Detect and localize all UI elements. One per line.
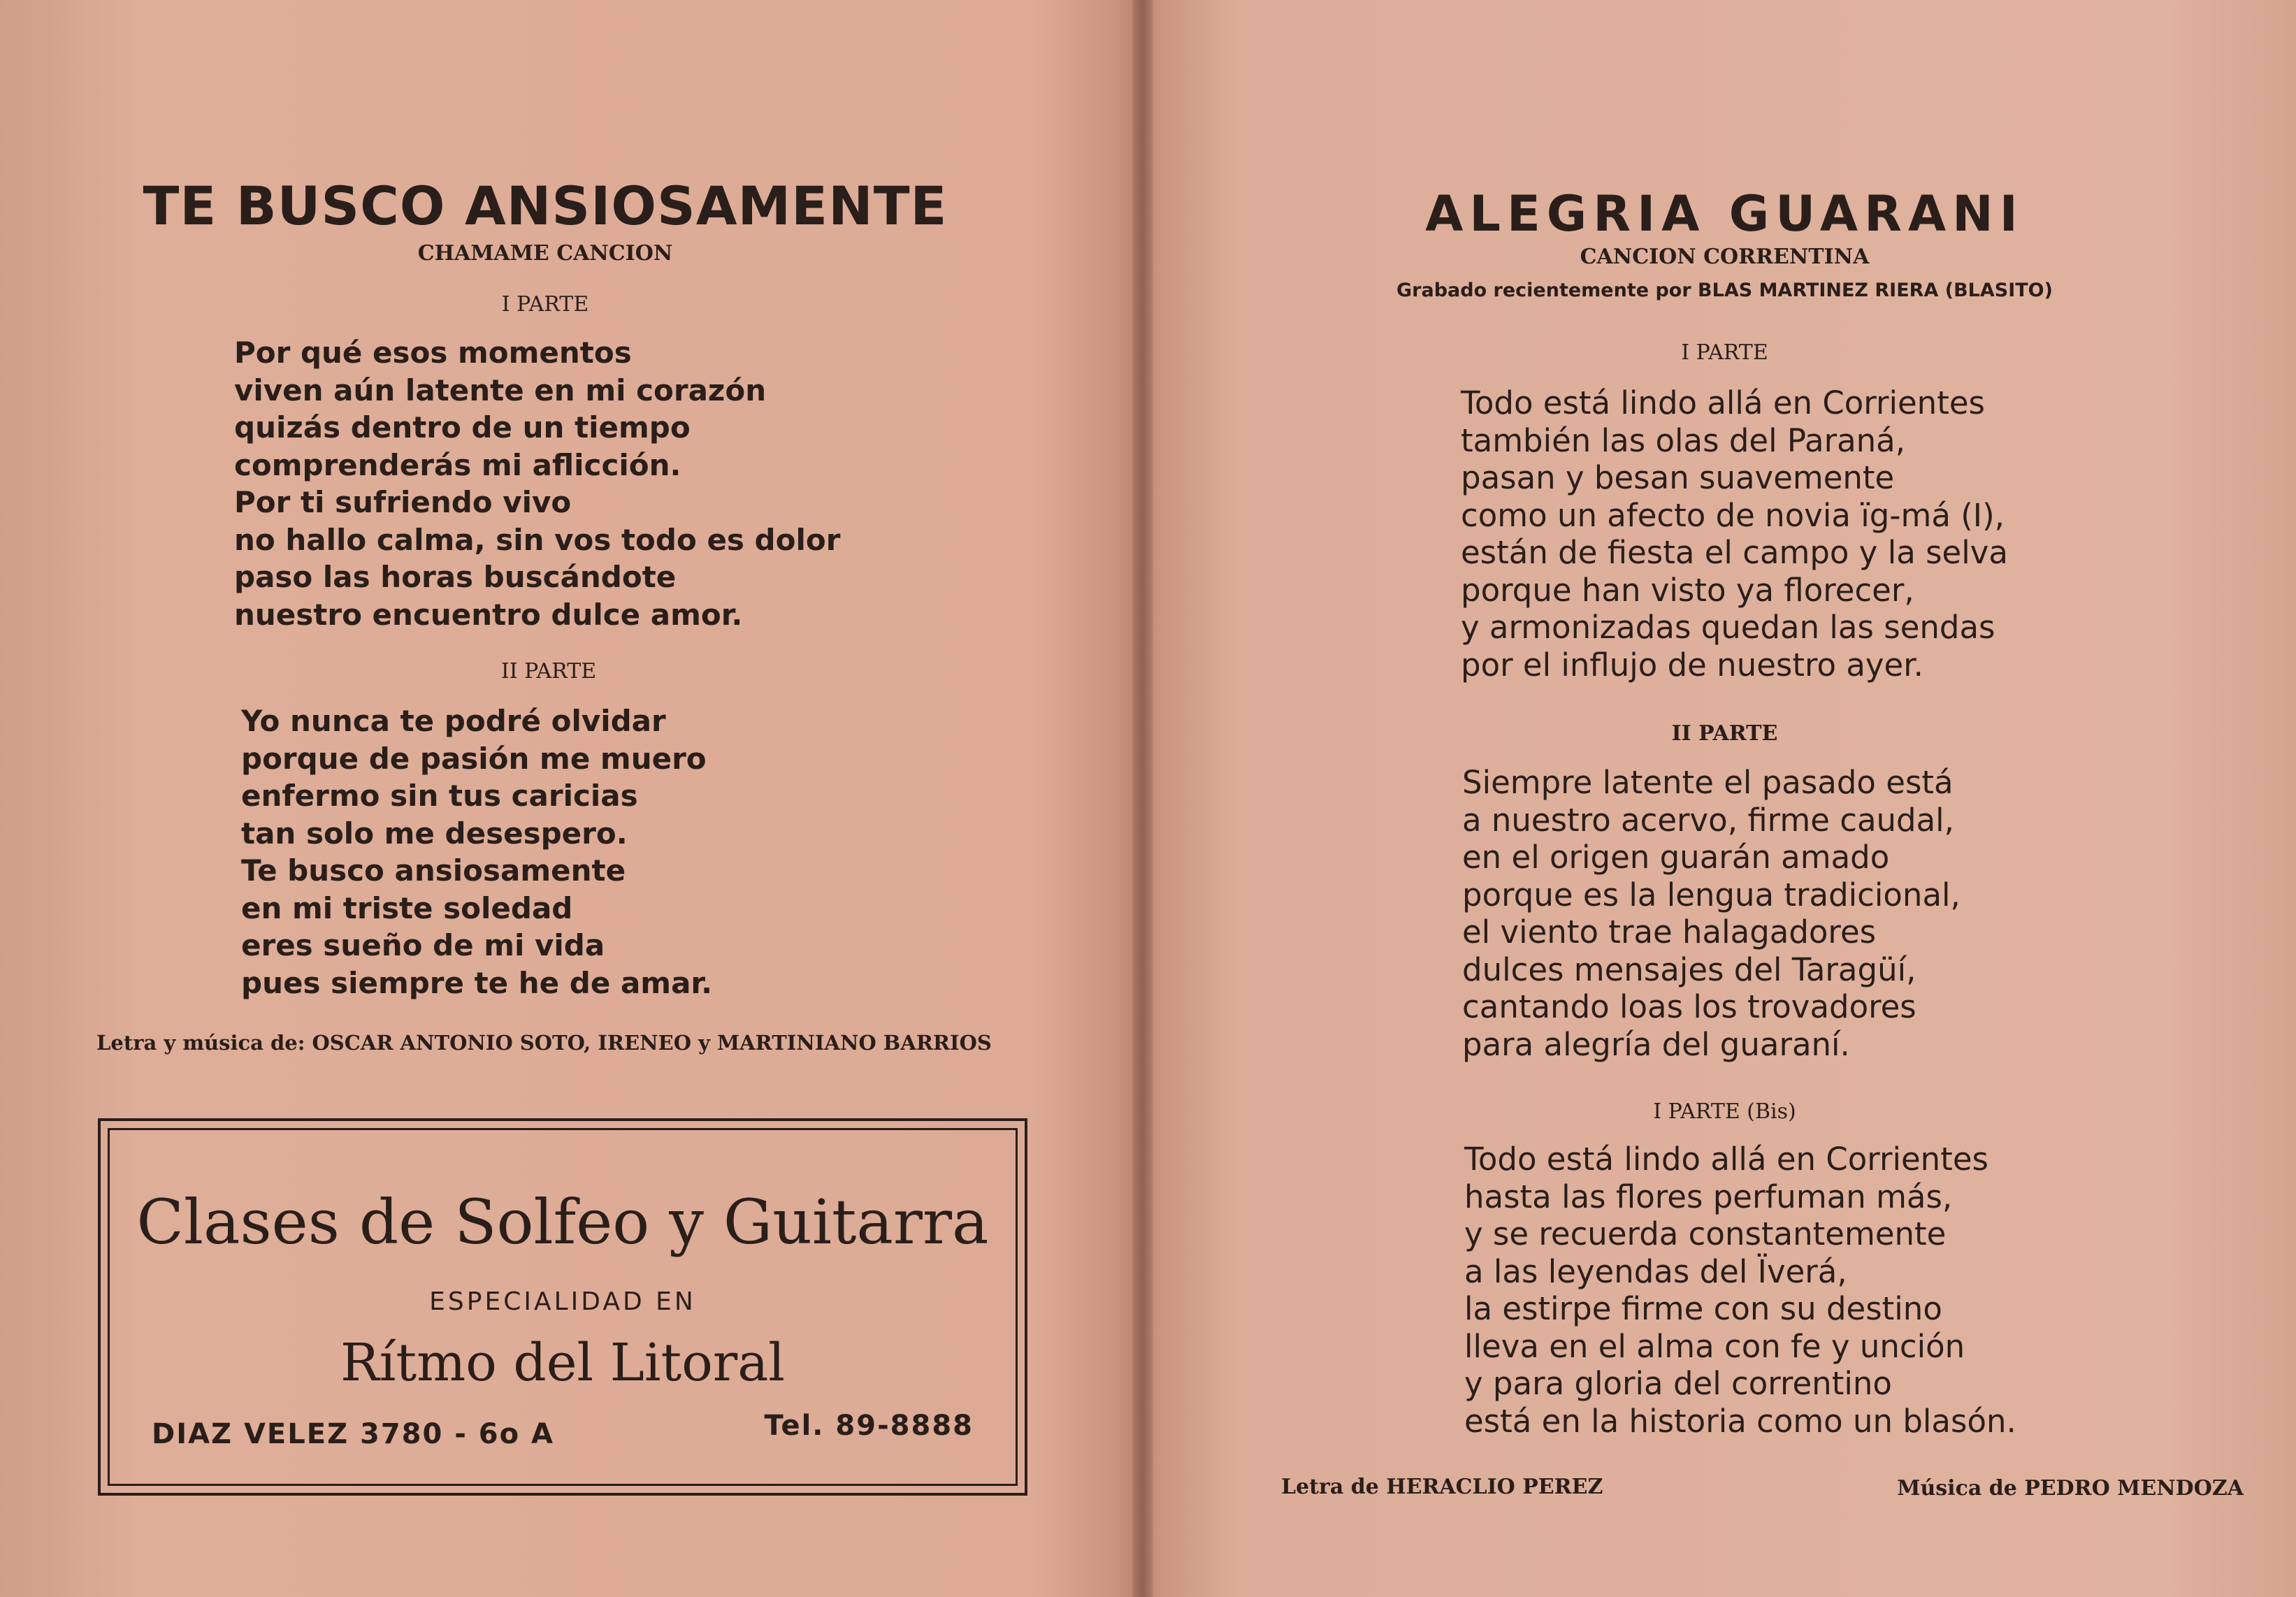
part2-label-left: II PARTE: [500, 659, 597, 684]
lyric-line: está en la historia como un blasón.: [1464, 1402, 2016, 1440]
lyric-line: y se recuerda constantemente: [1464, 1215, 1947, 1252]
lyric-line: Te busco ansiosamente: [241, 853, 626, 888]
lyric-line: lleva en el alma con fe y unción: [1464, 1327, 1965, 1365]
lyric-line: Siempre latente el pasado está: [1462, 764, 1954, 801]
lyrics-part2-right: [1462, 764, 1961, 1063]
lyric-line: en el origen guarán amado: [1462, 839, 1890, 876]
credits-left: Letra y música de: OSCAR ANTONIO SOTO, IRENEO y MARTINIANO BARRIOS: [96, 1031, 992, 1055]
lyrics-part3-right: [1464, 1141, 2016, 1440]
lyric-line: pasan y besan suavemente: [1461, 459, 1895, 496]
lyric-line: Por ti sufriendo vivo: [234, 485, 572, 519]
right-page: [1153, 0, 2296, 1597]
lyric-line: eres sueño de mi vida: [241, 928, 605, 962]
genre-right: CANCION CORRENTINA: [1580, 245, 1870, 269]
lyric-line: a las leyendas del Ïverá,: [1464, 1252, 1847, 1290]
part3-label-right: I PARTE (Bis): [1653, 1099, 1796, 1124]
lyric-line: quizás dentro de un tiempo: [234, 410, 691, 445]
advertisement-box: [98, 1118, 1027, 1496]
song-title-right: ALEGRIA GUARANI: [1425, 185, 2024, 243]
ad-specialty-label: ESPECIALIDAD EN: [429, 1287, 696, 1316]
lyrics-credit-right: Letra de HERACLIO PEREZ: [1281, 1475, 1603, 1499]
part2-label-right: II PARTE: [1671, 721, 1778, 746]
lyric-line: dulces mensajes del Taragüí,: [1462, 951, 1916, 988]
lyric-line: el viento trae halagadores: [1462, 913, 1877, 951]
lyric-line: Todo está lindo allá en Corrientes: [1464, 1141, 1988, 1178]
lyric-line: Por qué esos momentos: [234, 335, 632, 370]
ad-phone: Tel. 89-8888: [764, 1410, 974, 1442]
lyric-line: y para gloria del correntino: [1464, 1365, 1892, 1402]
lyric-line: en mi triste soledad: [241, 890, 573, 925]
song-title-left: TE BUSCO ANSIOSAMENTE: [143, 175, 948, 237]
lyric-line: no hallo calma, sin vos todo es dolor: [234, 522, 841, 557]
ad-title: Clases de Solfeo y Guitarra: [136, 1186, 989, 1258]
lyric-line: están de fiesta el campo y la selva: [1461, 534, 2008, 571]
lyric-line: porque han visto ya florecer,: [1461, 571, 1914, 609]
lyric-line: Todo está lindo allá en Corrientes: [1461, 384, 1985, 421]
lyric-line: paso las horas buscándote: [234, 560, 677, 594]
genre-left: CHAMAME CANCION: [417, 241, 673, 266]
lyric-line: a nuestro acervo, firme caudal,: [1462, 801, 1954, 839]
book-gutter: [1132, 0, 1153, 1597]
lyrics-part2-left: [241, 702, 712, 1002]
lyric-line: para alegría del guaraní.: [1462, 1025, 1850, 1063]
ad-address: DIAZ VELEZ 3780 - 6o A: [152, 1418, 554, 1450]
lyric-line: porque de pasión me muero: [241, 741, 707, 776]
lyric-line: nuestro encuentro dulce amor.: [234, 597, 743, 632]
left-page: [0, 0, 1132, 1597]
part1-label-right: I PARTE: [1681, 340, 1768, 365]
lyric-line: tan solo me desespero.: [241, 816, 628, 851]
lyrics-part1-left: [234, 334, 840, 633]
lyric-line: como un afecto de novia ïg-má (I),: [1461, 496, 2005, 534]
lyric-line: Yo nunca te podré olvidar: [241, 704, 666, 738]
lyric-line: la estirpe firme con su destino: [1464, 1290, 1942, 1327]
lyric-line: también las olas del Paraná,: [1461, 421, 1906, 459]
lyric-line: hasta las flores perfuman más,: [1464, 1178, 1953, 1215]
recorded-by: Grabado recientemente por BLAS MARTINEZ RIERA (BLASITO): [1396, 280, 2053, 301]
lyric-line: enfermo sin tus caricias: [241, 779, 638, 813]
lyrics-part1-right: [1461, 384, 2008, 684]
lyric-line: cantando loas los trovadores: [1462, 988, 1916, 1025]
lyric-line: comprenderás mi aflicción.: [234, 447, 681, 482]
lyric-line: pues siempre te he de amar.: [241, 965, 713, 1000]
music-credit-right: Música de PEDRO MENDOZA: [1897, 1476, 2244, 1501]
lyric-line: por el influjo de nuestro ayer.: [1461, 646, 1923, 684]
ad-specialty: Rítmo del Litoral: [340, 1333, 785, 1393]
lyric-line: viven aún latente en mi corazón: [234, 373, 767, 407]
part1-label-left: I PARTE: [501, 292, 589, 317]
lyric-line: y armonizadas quedan las sendas: [1461, 609, 1995, 646]
lyric-line: porque es la lengua tradicional,: [1462, 876, 1961, 913]
advertisement-inner-frame: [108, 1128, 1018, 1486]
